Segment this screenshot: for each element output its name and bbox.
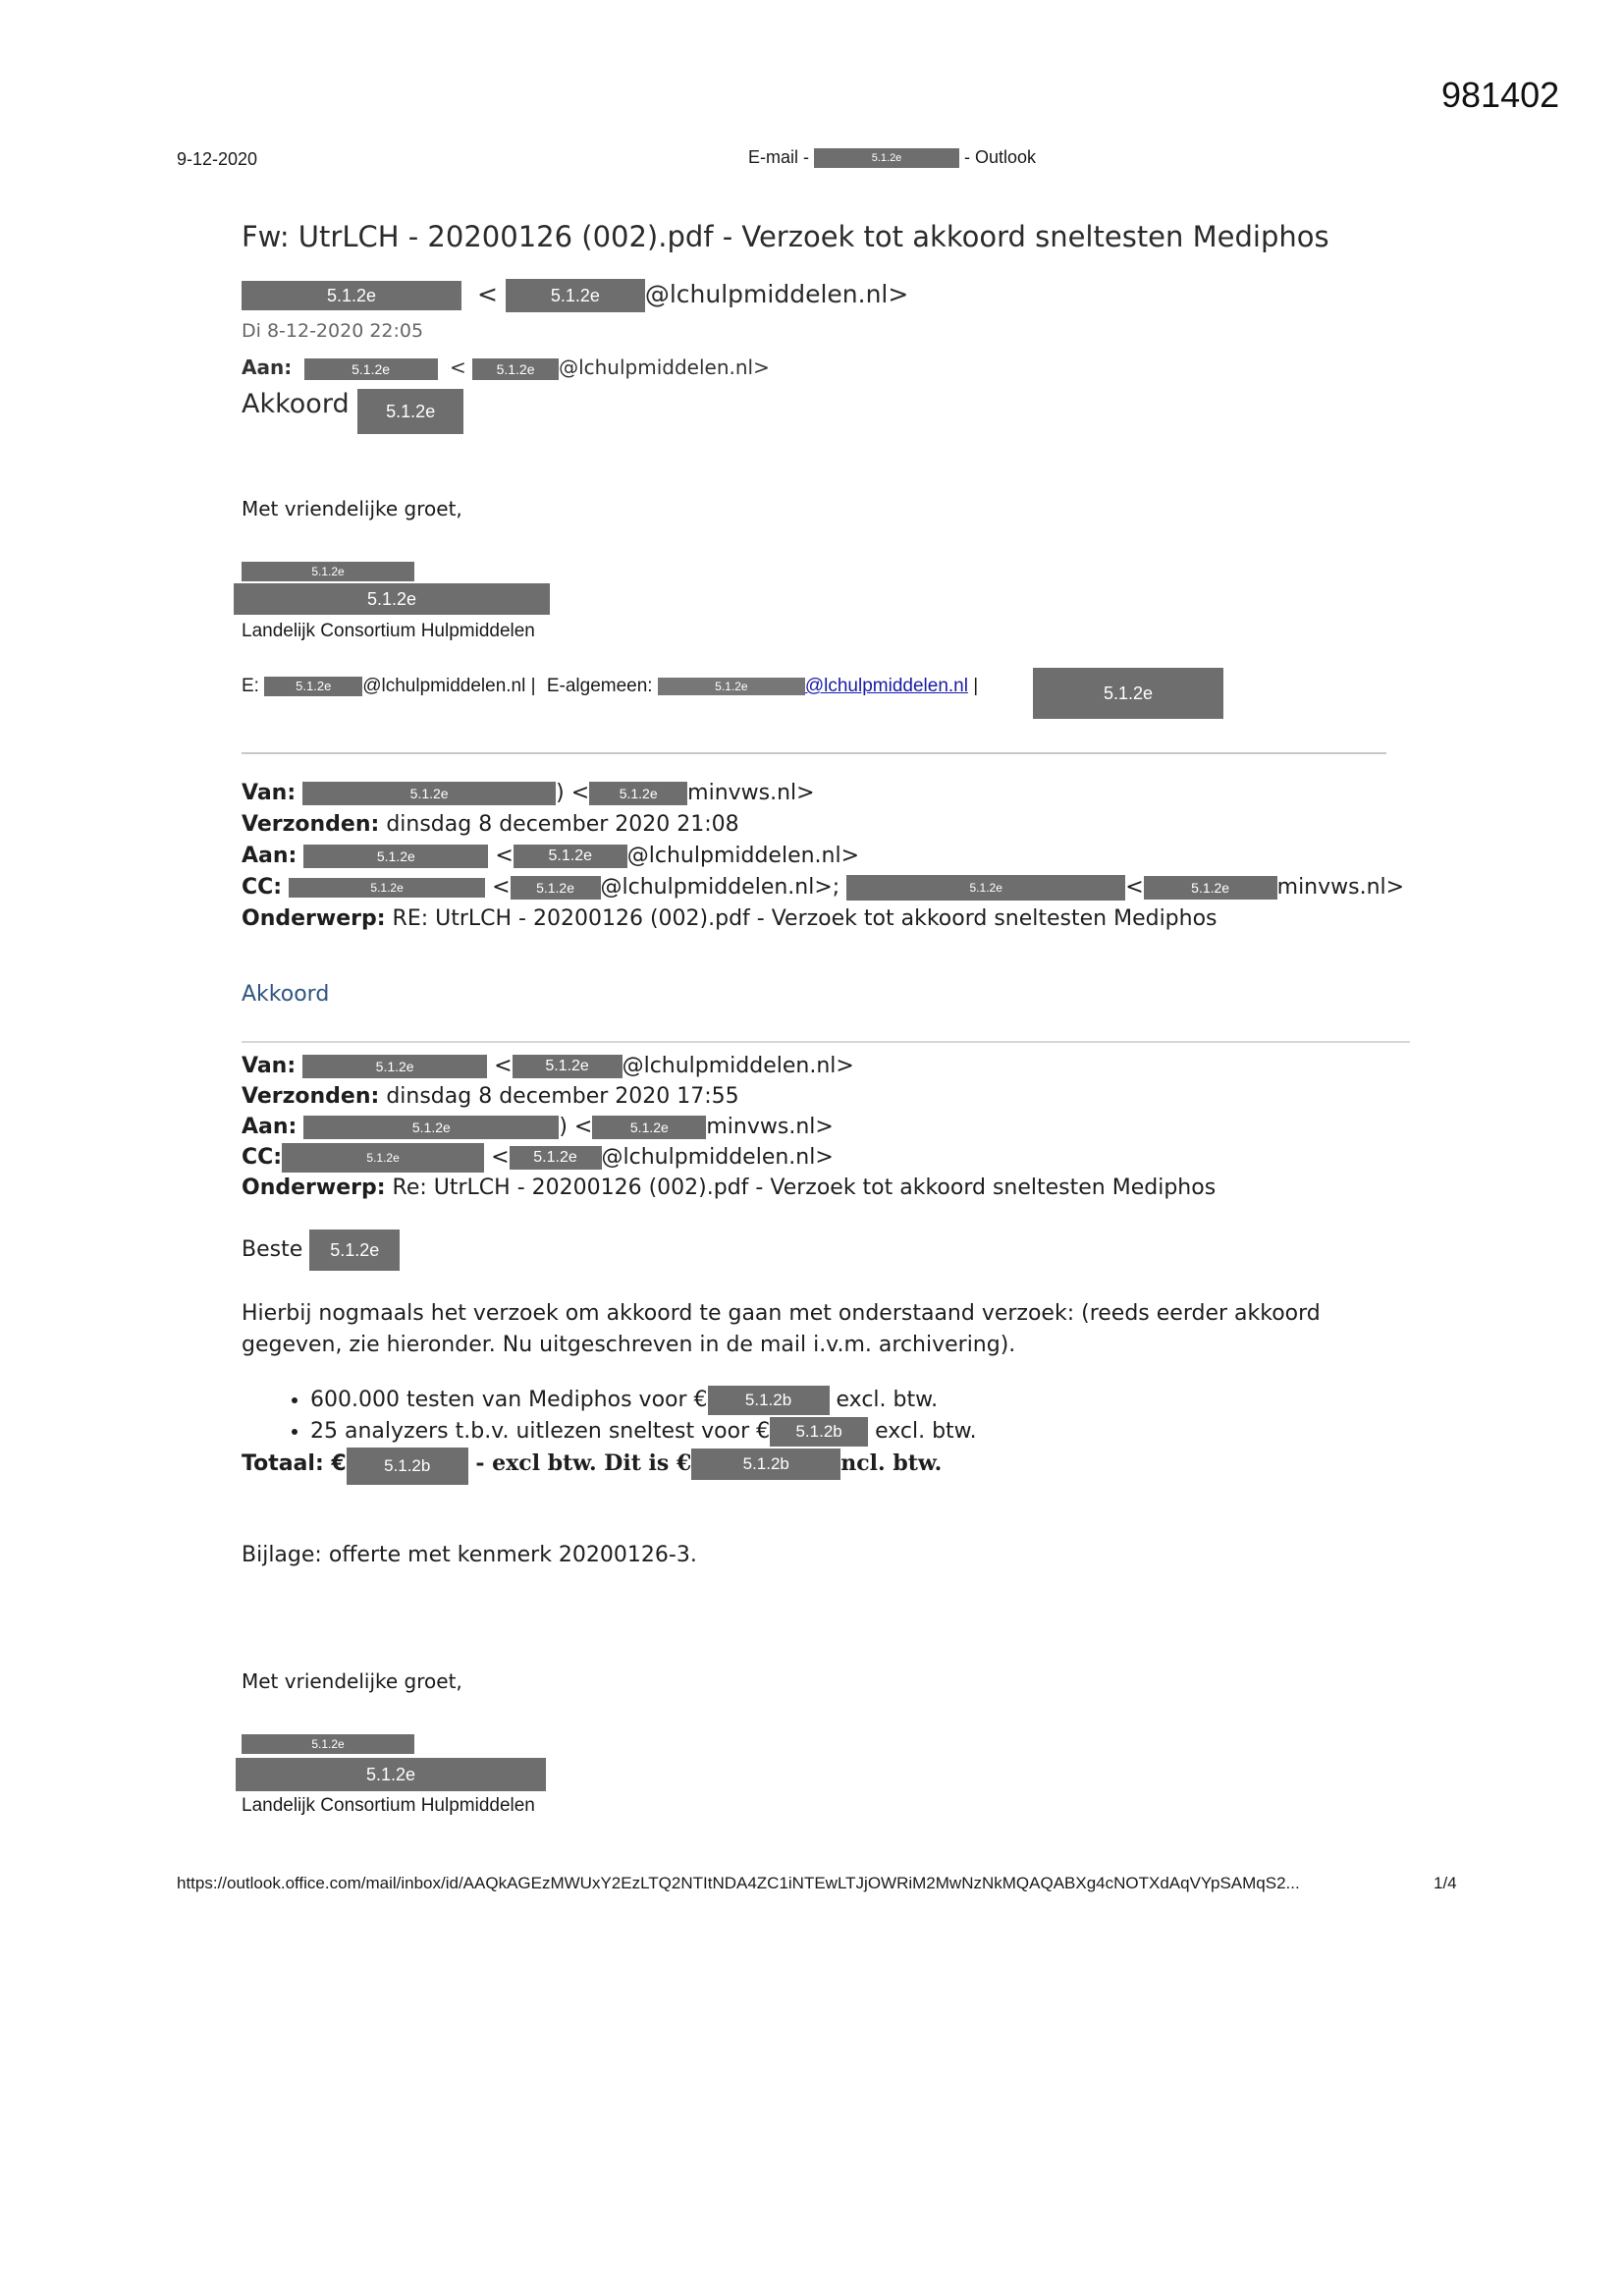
total-suffix: ncl. btw. — [840, 1450, 943, 1476]
message1-org: Landelijk Consortium Hulpmiddelen — [242, 621, 535, 641]
subject-text: RE: UtrLCH - 20200126 (002).pdf - Verzoek tot akkoord sneltesten Mediphos — [392, 906, 1218, 931]
email-subject-title: Fw: UtrLCH - 20200126 (002).pdf - Verzoek tot akkoord sneltesten Mediphos — [242, 220, 1329, 253]
sent-date: dinsdag 8 december 2020 17:55 — [386, 1084, 739, 1109]
signature-name — [242, 1734, 414, 1754]
redaction-box: 5.1.2e — [236, 1758, 546, 1791]
redaction-box: 5.1.2e — [514, 845, 627, 868]
cc-domain: @lchulpmiddelen.nl> — [601, 1145, 834, 1170]
redaction-box: 5.1.2e — [513, 1055, 623, 1078]
contact-phone — [1033, 668, 1223, 719]
document-number: 981402 — [1441, 75, 1560, 115]
message1-body-text: Akkoord — [242, 389, 350, 419]
message3-salutation — [242, 1230, 400, 1271]
message3-greeting: Met vriendelijke groet, — [242, 1669, 462, 1693]
message1-from: 5.1.2e < 5.1.2e @lchulpmiddelen.nl> — [242, 279, 908, 312]
message2-header — [242, 778, 1420, 935]
redaction-box: 5.1.2e — [1144, 876, 1277, 900]
redaction-box: 5.1.2e — [511, 876, 601, 900]
redaction-box: 5.1.2e — [264, 677, 362, 696]
divider — [242, 1041, 1410, 1043]
message1-body — [242, 389, 463, 434]
redaction-box: 5.1.2e — [814, 148, 959, 168]
from-domain: minvws.nl> — [687, 781, 815, 805]
redaction-box: 5.1.2e — [357, 389, 463, 434]
total-label: Totaal: € — [242, 1451, 347, 1476]
redaction-box: 5.1.2e — [303, 1116, 559, 1139]
message1-from-domain: @lchulpmiddelen.nl> — [644, 280, 909, 308]
print-title — [748, 147, 1036, 168]
message2-from: Van: 5.1.2e ) < 5.1.2e minvws.nl> — [242, 781, 815, 805]
message1-to-domain: @lchulpmiddelen.nl> — [559, 355, 770, 379]
divider — [242, 752, 1386, 754]
redaction-box: 5.1.2e — [242, 562, 414, 581]
message2-body: Akkoord — [242, 982, 330, 1007]
general-email-link[interactable] — [658, 676, 968, 696]
print-date: 9-12-2020 — [177, 149, 258, 169]
subject-text: Re: UtrLCH - 20200126 (002).pdf - Verzoek tot akkoord sneltesten Mediphos — [392, 1175, 1217, 1200]
message2-to: Aan: 5.1.2e < 5.1.2e @lchulpmiddelen.nl> — [242, 844, 860, 868]
redaction-box: 5.1.2e — [242, 1734, 414, 1754]
from-domain: @lchulpmiddelen.nl> — [622, 1054, 854, 1078]
redaction-box: 5.1.2b — [347, 1448, 468, 1485]
to-label: Aan: — [242, 844, 298, 868]
from-label: Van: — [242, 781, 297, 805]
message1-date: Di 8-12-2020 22:05 — [242, 320, 424, 342]
message2-sent — [242, 809, 1420, 841]
salutation-text: Beste — [242, 1237, 303, 1262]
item-suffix: excl. btw. — [875, 1419, 977, 1444]
signature-title — [236, 1758, 546, 1791]
redaction-box: 5.1.2e — [242, 281, 461, 310]
message2-cc: CC: 5.1.2e < 5.1.2e @lchulpmiddelen.nl>; 5.1.2e < 5.1.2e minvws.nl> — [242, 875, 1405, 900]
sent-label: Verzonden: — [242, 812, 380, 837]
email-domain: @lchulpmiddelen.nl | — [362, 676, 536, 696]
redaction-box: 5.1.2b — [708, 1386, 830, 1415]
message3-intro: Hierbij nogmaals het verzoek om akkoord te gaan met onderstaand verzoek: (reeds eerder akkoord gegeven, zie hieronder. Nu uitgeschreven in de mail i.v.m. archivering). — [242, 1301, 1321, 1357]
item-text: 600.000 testen van Mediphos voor € — [310, 1388, 708, 1412]
subject-label: Onderwerp: — [242, 906, 386, 931]
redaction-box: 5.1.2e — [289, 878, 485, 898]
sent-label: Verzonden: — [242, 1084, 380, 1109]
general-email-domain: @lchulpmiddelen.nl — [804, 676, 968, 696]
sent-date: dinsdag 8 december 2020 21:08 — [386, 812, 739, 837]
message3-cc: CC: 5.1.2e < 5.1.2e @lchulpmiddelen.nl> — [242, 1142, 1420, 1173]
to-domain: @lchulpmiddelen.nl> — [626, 844, 860, 868]
message1-to: Aan: 5.1.2e < 5.1.2e @lchulpmiddelen.nl> — [242, 355, 770, 379]
signature-name — [242, 562, 414, 581]
item-text: 25 analyzers t.b.v. uitlezen sneltest voor € — [310, 1419, 771, 1444]
to-domain: minvws.nl> — [706, 1115, 834, 1139]
redaction-box: 5.1.2e — [846, 875, 1125, 901]
message2-subject — [242, 903, 1420, 935]
message3-from: Van: 5.1.2e < 5.1.2e @lchulpmiddelen.nl> — [242, 1054, 854, 1078]
subject-label: Onderwerp: — [242, 1175, 386, 1200]
general-email-label: E-algemeen: — [546, 676, 653, 696]
list-item — [310, 1416, 1420, 1448]
redaction-box: 5.1.2e — [592, 1116, 706, 1139]
redaction-box: 5.1.2b — [691, 1449, 840, 1480]
print-title-suffix: - Outlook — [964, 147, 1037, 167]
message3-org: Landelijk Consortium Hulpmiddelen — [242, 1795, 535, 1816]
cc-domain-1: @lchulpmiddelen.nl>; — [600, 875, 840, 900]
from-label: Van: — [242, 1054, 297, 1078]
message3-subject — [242, 1173, 1420, 1203]
print-page-number: 1/4 — [1434, 1874, 1457, 1892]
cc-label: CC: — [242, 1145, 283, 1170]
redaction-box: 5.1.2e — [304, 358, 438, 380]
print-footer-url: https://outlook.office.com/mail/inbox/id/AAQkAGEzMWUxY2EzLTQ2NTItNDA4ZC1iNTEwLTJjOWRiM2MwNzNkMQAQABXg4cNOTXdAqVYpSAMqS2... — [177, 1874, 1300, 1892]
redaction-box: 5.1.2e — [234, 583, 550, 615]
message3-sent — [242, 1081, 1420, 1112]
message3-header — [242, 1051, 1420, 1203]
redaction-box: 5.1.2e — [302, 1055, 487, 1078]
item-suffix: excl. btw. — [836, 1388, 939, 1412]
list-item — [310, 1385, 1420, 1416]
message3-to: Aan: 5.1.2e ) < 5.1.2e minvws.nl> — [242, 1115, 834, 1139]
message1-to-label: Aan: — [242, 355, 293, 379]
separator: | — [973, 676, 979, 696]
signature-title — [234, 583, 550, 615]
redaction-box: 5.1.2e — [506, 279, 645, 312]
redaction-box: 5.1.2e — [658, 678, 805, 695]
cc-domain-2: minvws.nl> — [1276, 875, 1405, 900]
redaction-box: 5.1.2e — [472, 358, 559, 380]
redaction-box: 5.1.2e — [1033, 668, 1223, 719]
message1-contact — [242, 676, 978, 697]
redaction-box: 5.1.2e — [302, 782, 556, 805]
redaction-box: 5.1.2e — [589, 782, 687, 805]
email-label: E: — [242, 676, 259, 696]
cc-label: CC: — [242, 875, 283, 900]
message3-items — [242, 1385, 1420, 1485]
message3-attachment: Bijlage: offerte met kenmerk 20200126-3. — [242, 1543, 697, 1567]
total-mid: - excl btw. Dit is € — [475, 1450, 692, 1476]
message1-greeting: Met vriendelijke groet, — [242, 497, 462, 520]
to-label: Aan: — [242, 1115, 298, 1139]
print-title-prefix: E-mail - — [748, 147, 809, 167]
redaction-box: 5.1.2b — [770, 1417, 868, 1447]
redaction-box: 5.1.2e — [303, 845, 488, 868]
redaction-box: 5.1.2e — [282, 1143, 484, 1173]
message3-total — [242, 1448, 1420, 1485]
redaction-box: 5.1.2e — [309, 1230, 400, 1271]
redaction-box: 5.1.2e — [510, 1146, 602, 1170]
